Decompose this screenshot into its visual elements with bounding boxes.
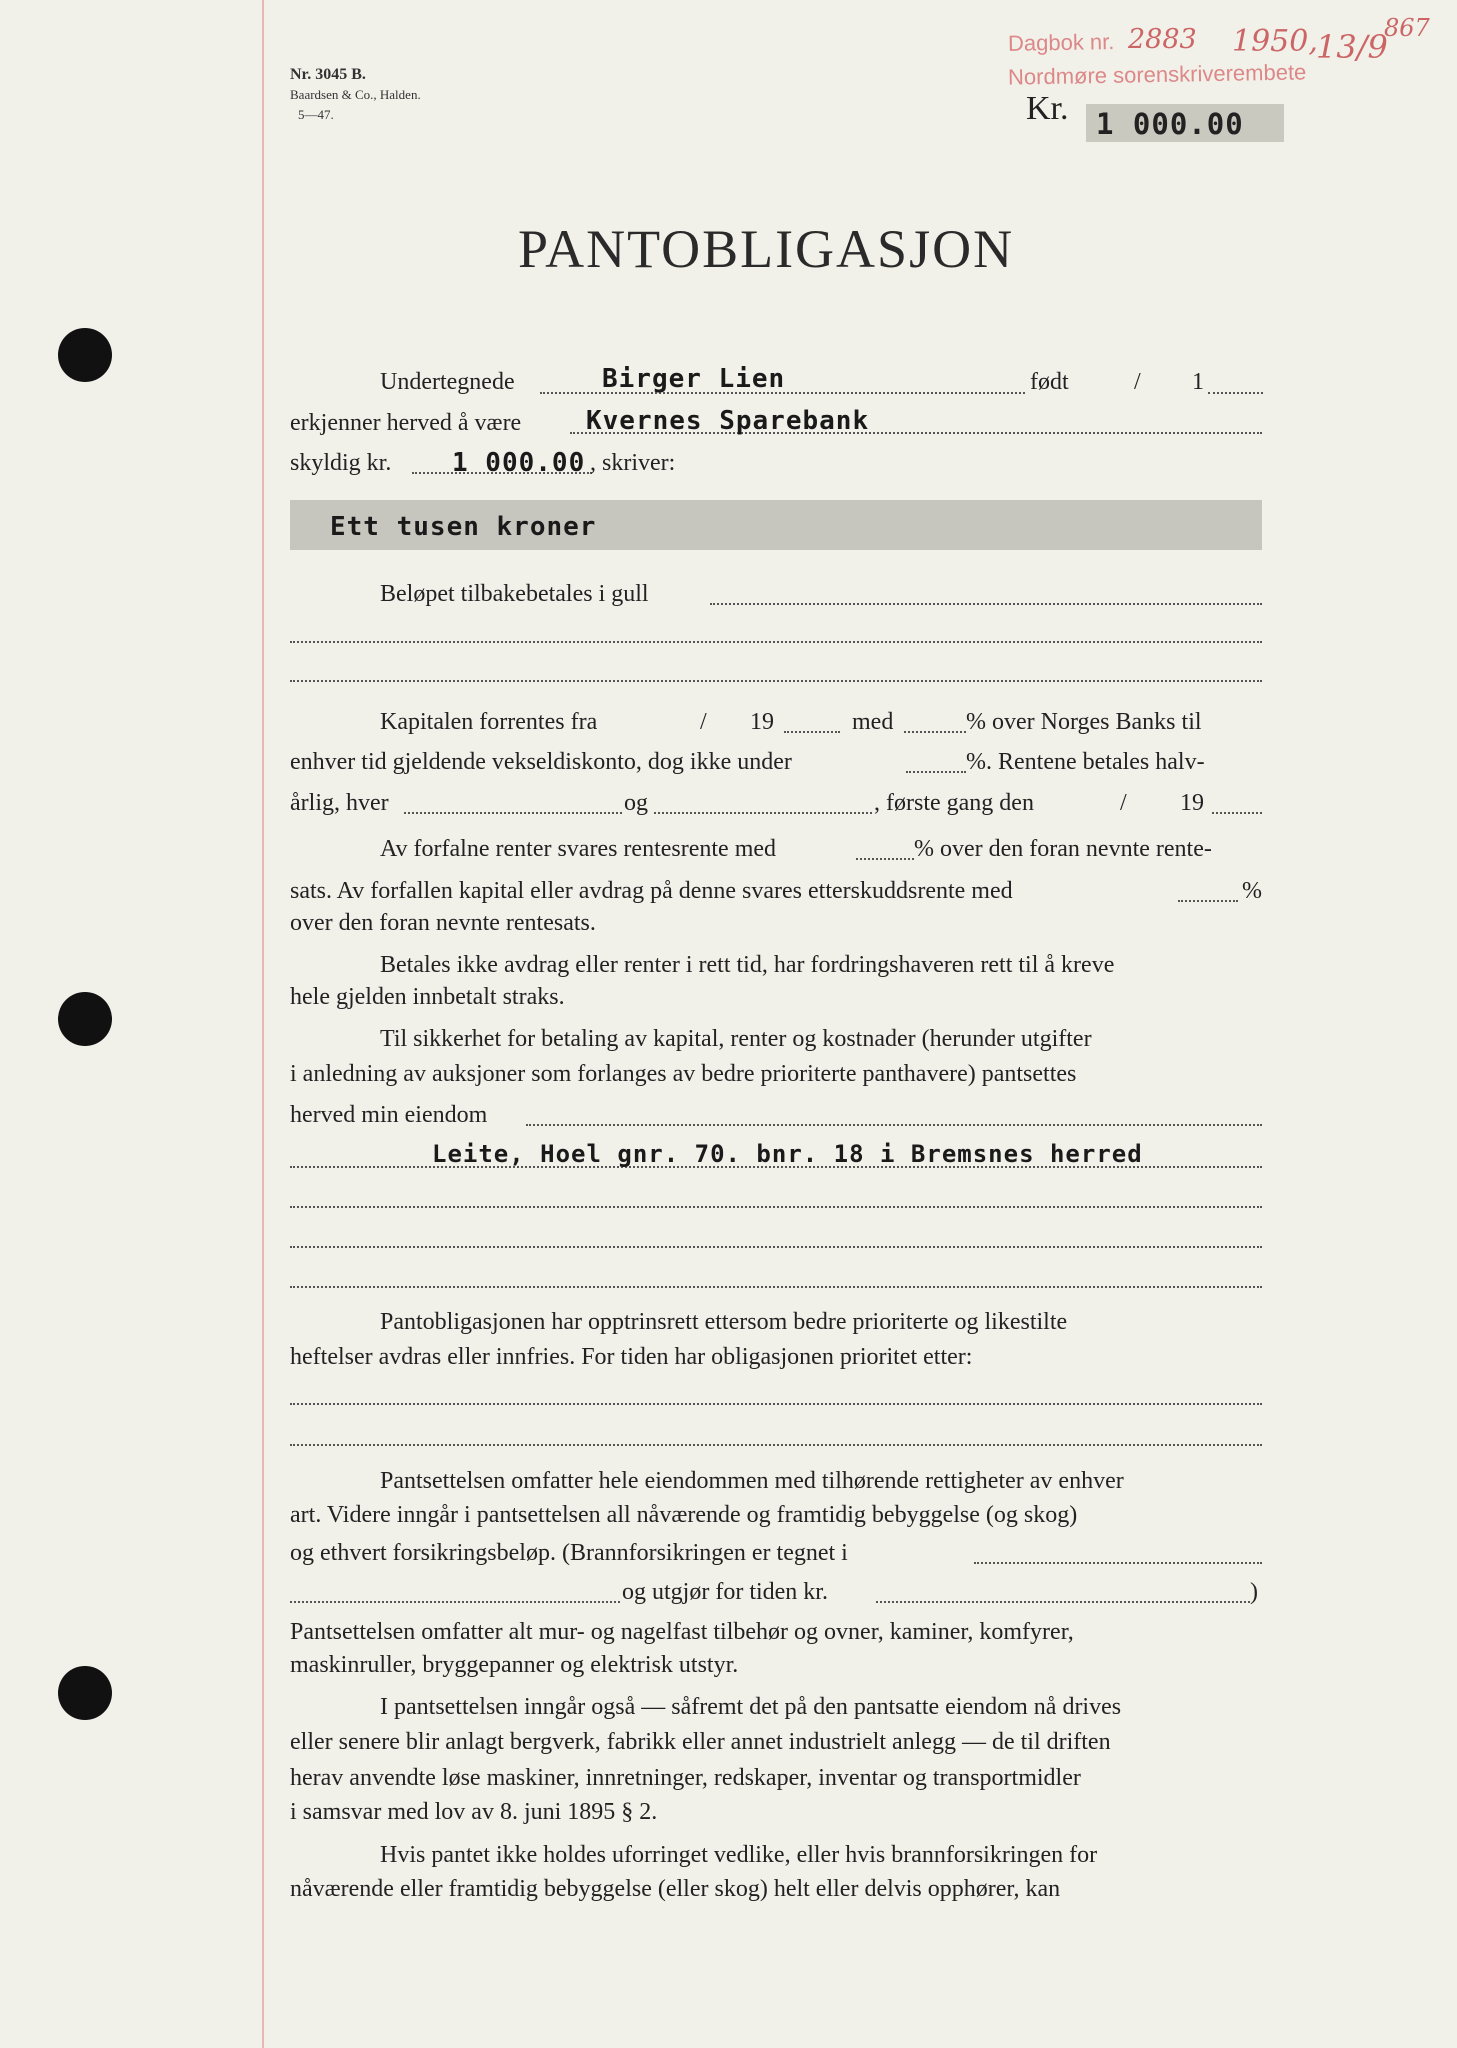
kapital-text-3e: 19 [1180, 790, 1204, 816]
dagbok-number: 2883 [1128, 24, 1197, 55]
opptrinn-text-2: heftelser avdras eller innfries. For tiden har obligasjonen prioritet etter: [290, 1344, 973, 1370]
kapital-text-3c: , første gang den [874, 790, 1034, 816]
inngar-text-3: herav anvendte løse maskiner, innretninger, redskaper, inventar og transportmidler [290, 1765, 1081, 1791]
opptrinn-text-1: Pantobligasjonen har opptrinsrett ettersom bedre prioriterte og likestilte [380, 1309, 1068, 1335]
document-title: PANTOBLIGASJON [518, 219, 1015, 279]
skriver-label: , skriver: [590, 450, 676, 476]
punch-hole [58, 1666, 112, 1720]
forfalne-text-2a: sats. Av forfallen kapital eller avdrag på denne svares etterskuddsrente med [290, 878, 1013, 904]
gull-line-2 [290, 641, 1262, 643]
eiendom-line-5 [290, 1286, 1262, 1288]
forsikring-line-2 [290, 1601, 620, 1603]
kapital-text-1b: / [700, 709, 707, 735]
kr-label: Kr. [1026, 90, 1069, 127]
forfalne-text-1a: Av forfalne renter svares rentesrente med [380, 836, 777, 862]
kapital-text-3b: og [624, 790, 648, 816]
form-number: Nr. 3045 B. [290, 66, 366, 83]
fodt-separator: / [1134, 369, 1141, 395]
kapital-hver-line [404, 812, 622, 814]
omfatter-text-4a: og utgjør for tiden kr. [622, 1579, 828, 1605]
kapital-text-1c: 19 [750, 709, 774, 735]
property-value: Leite, Hoel gnr. 70. bnr. 18 i Bremsnes herred [432, 1140, 1143, 1168]
gull-line-3 [290, 680, 1262, 682]
kapital-text-3d: / [1120, 790, 1127, 816]
forfalne-rate-line [856, 858, 914, 860]
folio-number: 867 [1384, 14, 1430, 42]
kapital-rate-line [904, 731, 966, 733]
kapital-text-1a: Kapitalen forrentes fra [380, 709, 598, 735]
dagbok-date: 13/9 [1316, 28, 1388, 66]
dagbok-label: Dagbok nr. [1007, 29, 1115, 56]
forfalne-text-2b: % [1242, 878, 1262, 904]
kapital-og-line [654, 812, 872, 814]
undertegnede-value: Birger Lien [602, 364, 786, 394]
printer-name: Baardsen & Co., Halden. [290, 87, 421, 102]
inngar-text-2: eller senere blir anlagt bergverk, fabrikk eller annet industrielt anlegg — de til driften [290, 1729, 1111, 1755]
fodt-digit: 1 [1192, 369, 1204, 395]
punch-hole [58, 328, 112, 382]
sikkerhet-text-1: Til sikkerhet for betaling av kapital, renter og kostnader (herunder utgifter [380, 1026, 1092, 1052]
betales-text-2: hele gjelden innbetalt straks. [290, 984, 565, 1010]
forsikring-line-1 [974, 1562, 1262, 1564]
undertegnede-label: Undertegnede [380, 369, 515, 395]
fodt-line [1208, 392, 1263, 394]
dagbok-year: 1950, [1232, 24, 1318, 59]
kapital-text-1e: % over Norges Banks til [966, 709, 1202, 735]
kapital-text-2a: enhver tid gjeldende vekseldiskonto, dog ikke under [290, 749, 792, 775]
prioritet-line-1 [290, 1403, 1262, 1405]
erkjenner-label: erkjenner herved å være [290, 410, 522, 436]
margin-rule [262, 0, 264, 2048]
kapital-text-2b: %. Rentene betales halv- [966, 749, 1205, 775]
inngar-text-4: i samsvar med lov av 8. juni 1895 § 2. [290, 1799, 658, 1825]
fodt-label: født [1030, 369, 1069, 395]
kr-amount: 1 000.00 [1086, 104, 1284, 142]
creditor-value: Kvernes Sparebank [586, 406, 870, 436]
omfatter-text-5: Pantsettelsen omfatter alt mur- og nagelfast tilbehør og ovner, kaminer, komfyrer, [290, 1619, 1074, 1645]
omfatter-text-4b: ) [1250, 1579, 1258, 1605]
printer-date: 5—47. [298, 107, 334, 122]
omfatter-text-6: maskinruller, bryggepanner og elektrisk utstyr. [290, 1652, 739, 1678]
forfalne-text-3: over den foran nevnte rentesats. [290, 910, 596, 936]
kapital-text-1d: med [852, 709, 894, 735]
skyldig-label: skyldig kr. [290, 450, 392, 476]
omfatter-text-2: art. Videre inngår i pantsettelsen all nåværende og framtidig bebyggelse (og skog) [290, 1502, 1078, 1528]
gull-label: Beløpet tilbakebetales i gull [380, 581, 649, 607]
hvis-text-1: Hvis pantet ikke holdes uforringet vedlike, eller hvis brannforsikringen for [380, 1842, 1098, 1868]
eiendom-line-4 [290, 1246, 1262, 1248]
skyldig-value: 1 000.00 [452, 448, 586, 478]
eiendom-line-3 [290, 1206, 1262, 1208]
hvis-text-2: nåværende eller framtidig bebyggelse (eller skog) helt eller delvis opphører, kan [290, 1876, 1061, 1902]
forfalne-rate2-line [1178, 900, 1238, 902]
forsikring-amount-line [876, 1601, 1250, 1603]
punch-hole [58, 992, 112, 1046]
prioritet-line-2 [290, 1444, 1262, 1446]
inngar-text-1: I pantsettelsen inngår også — såfremt det på den pantsatte eiendom nå drives [380, 1694, 1122, 1720]
kapital-min-line [906, 771, 966, 773]
omfatter-text-1: Pantsettelsen omfatter hele eiendommen med tilhørende rettigheter av enhver [380, 1468, 1124, 1494]
gull-line-1 [710, 603, 1262, 605]
dagbok-stamp [1008, 29, 1115, 57]
sikkerhet-text-3: herved min eiendom [290, 1102, 488, 1128]
kapital-year2-line [1212, 812, 1262, 814]
kapital-text-3a: årlig, hver [290, 790, 389, 816]
office-stamp: Nordmøre sorenskriverembete [1007, 59, 1307, 90]
amount-words: Ett tusen kroner [330, 512, 597, 542]
sikkerhet-text-2: i anledning av auksjoner som forlanges av bedre prioriterte panthavere) pantsettes [290, 1061, 1077, 1087]
omfatter-text-3: og ethvert forsikringsbeløp. (Brannforsikringen er tegnet i [290, 1540, 848, 1566]
forfalne-text-1b: % over den foran nevnte rente- [914, 836, 1212, 862]
betales-text-1: Betales ikke avdrag eller renter i rett tid, har fordringshaveren rett til å kreve [380, 952, 1115, 978]
kapital-year-line [784, 731, 840, 733]
eiendom-line-1 [526, 1124, 1262, 1126]
